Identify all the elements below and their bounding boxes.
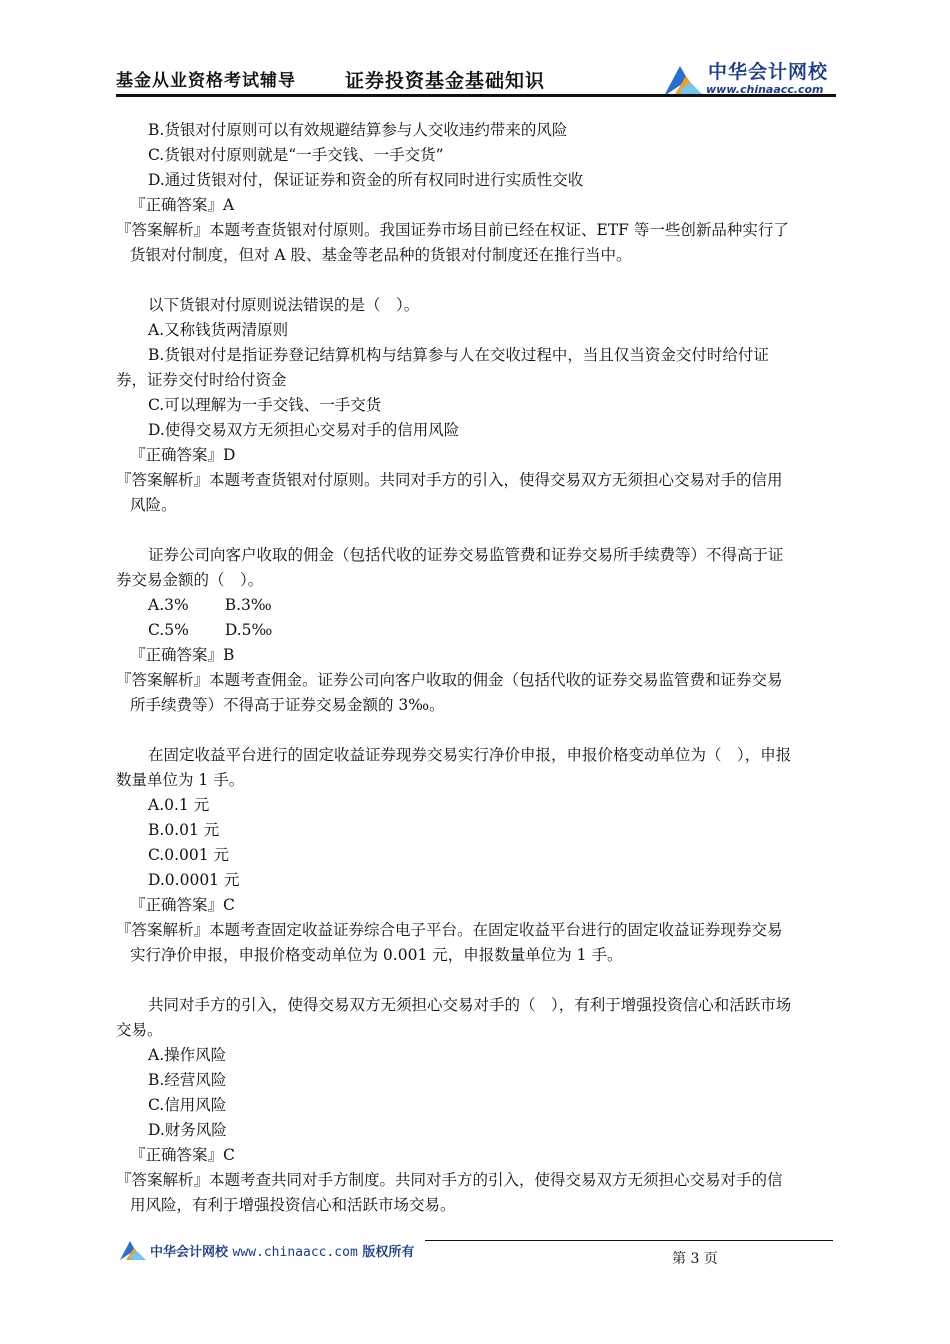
q2-option-c: C.5% (148, 621, 189, 639)
q4-option-c: C.信用风险 (148, 1096, 227, 1114)
q4-answer: 『正确答案』C (130, 1146, 235, 1164)
q4-stem-line1: 共同对手方的引入，使得交易双方无须担心交易对手的（ ），有利于增强投资信心和活跃市场 (148, 996, 792, 1014)
header-exam-title: 基金从业资格考试辅导 (116, 71, 296, 91)
q3-option-d: D.0.0001 元 (148, 871, 240, 889)
q0-option-b: B.货银对付原则可以有效规避结算参与人交收违约带来的风险 (148, 121, 568, 139)
footer-divider (425, 1240, 833, 1241)
q1-option-b-line2: 券，证券交付时给付资金 (116, 371, 287, 389)
q4-option-a: A.操作风险 (148, 1046, 227, 1064)
q4-analysis-line1: 『答案解析』本题考查共同对手方制度。共同对手方的引入，使得交易双方无须担心交易对手的信 (116, 1171, 783, 1189)
logo-name: 中华会计网校 (708, 61, 829, 83)
logo-url: www.chinaacc.com (706, 83, 824, 96)
q0-analysis-line1: 『答案解析』本题考查货银对付原则。我国证券市场目前已经在权证、ETF 等一些创新品种实行了 (116, 221, 789, 239)
q4-stem-line2: 交易。 (116, 1021, 163, 1039)
q4-option-b: B.经营风险 (148, 1071, 227, 1089)
header-divider (116, 94, 836, 97)
q2-option-d: D.5‰ (224, 621, 273, 639)
q0-analysis-line2: 货银对付制度，但对 A 股、基金等老品种的货银对付制度还在推行当中。 (130, 246, 632, 264)
q0-option-c: C.货银对付原则就是“一手交钱、一手交货” (148, 146, 444, 164)
footer-url: www.chinaacc.com (232, 1245, 358, 1260)
page-number: 第 3 页 (672, 1251, 718, 1267)
q3-answer: 『正确答案』C (130, 896, 235, 914)
q3-analysis-line2: 实行净价申报，申报价格变动单位为 0.001 元，申报数量单位为 1 手。 (130, 946, 623, 964)
footer-rights: 版权所有 (362, 1245, 415, 1260)
q2-options-row1 (148, 595, 272, 615)
q1-analysis-line1: 『答案解析』本题考查货银对付原则。共同对手方的引入，使得交易双方无须担心交易对手的信用 (116, 471, 783, 489)
q1-analysis-line2: 风险。 (130, 496, 177, 514)
q2-options-row2 (148, 620, 272, 640)
q3-stem-line2: 数量单位为 1 手。 (116, 771, 245, 789)
q2-option-b: B.3‰ (224, 596, 272, 614)
q1-stem: 以下货银对付原则说法错误的是（ ）。 (148, 296, 420, 314)
q1-option-d: D.使得交易双方无须担心交易对手的信用风险 (148, 421, 460, 439)
q3-option-a: A.0.1 元 (148, 796, 210, 814)
q3-analysis-line1: 『答案解析』本题考查固定收益证券综合电子平台。在固定收益平台进行的固定收益证券现券交易 (116, 921, 783, 939)
q3-option-b: B.0.01 元 (148, 821, 220, 839)
footer-logo-icon (118, 1238, 148, 1262)
header-subject-title: 证券投资基金基础知识 (345, 70, 546, 92)
q2-stem-line2: 券交易金额的（ ）。 (116, 571, 264, 589)
q2-answer: 『正确答案』B (130, 646, 235, 664)
footer-copyright (150, 1241, 414, 1260)
q2-option-a: A.3% (148, 596, 189, 614)
q3-option-c: C.0.001 元 (148, 846, 230, 864)
q1-answer: 『正确答案』D (130, 446, 236, 464)
q2-analysis-line1: 『答案解析』本题考查佣金。证券公司向客户收取的佣金（包括代收的证券交易监管费和证券交易 (116, 671, 783, 689)
footer-brand: 中华会计网校 (150, 1245, 229, 1260)
q1-option-c: C.可以理解为一手交钱、一手交货 (148, 396, 382, 414)
q2-analysis-line2: 所手续费等）不得高于证券交易金额的 3‰。 (130, 696, 445, 714)
q2-stem-line1: 证券公司向客户收取的佣金（包括代收的证券交易监管费和证券交易所手续费等）不得高于证 (148, 546, 784, 564)
q3-stem-line1: 在固定收益平台进行的固定收益证券现券交易实行净价申报，申报价格变动单位为（ ），申报 (148, 746, 792, 764)
q1-option-a: A.又称钱货两清原则 (148, 321, 289, 339)
q0-answer: 『正确答案』A (130, 196, 235, 214)
q1-option-b-line1: B.货银对付是指证券登记结算机构与结算参与人在交收过程中，当且仅当资金交付时给付证 (148, 346, 769, 364)
q4-option-d: D.财务风险 (148, 1121, 227, 1139)
q4-analysis-line2: 用风险，有利于增强投资信心和活跃市场交易。 (130, 1196, 456, 1214)
q0-option-d: D.通过货银对付，保证证券和资金的所有权同时进行实质性交收 (148, 171, 584, 189)
